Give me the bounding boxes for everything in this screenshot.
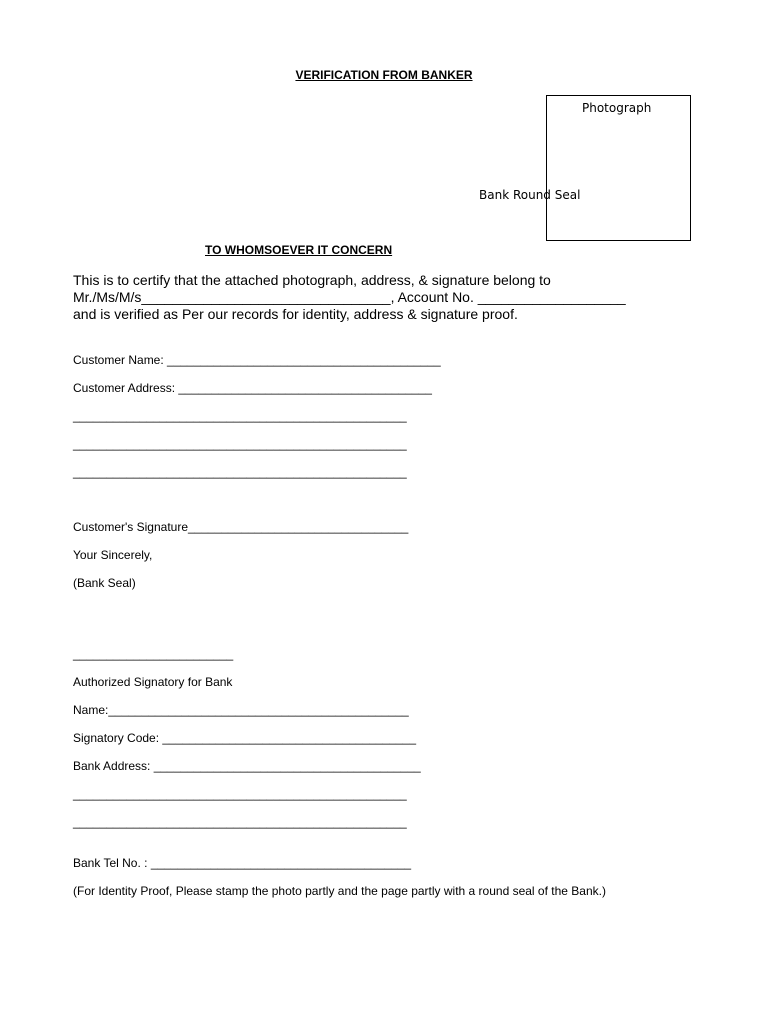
bank-address-line-2[interactable]: __________________________________________________ [73,787,407,801]
customer-address-line-2[interactable]: __________________________________________________ [73,409,407,423]
signatory-code-field[interactable]: Signatory Code: ______________________________________ [73,731,416,745]
customer-address-line-4[interactable]: __________________________________________________ [73,465,407,479]
bank-round-seal-label: Bank Round Seal [479,188,581,202]
certify-line-3: and is verified as Per our records for identity, address & signature proof. [73,306,518,322]
identity-proof-note: (For Identity Proof, Please stamp the photo partly and the page partly with a round seal of the Bank.) [73,884,606,898]
bank-seal-label: (Bank Seal) [73,576,136,590]
signatory-signature-line[interactable]: ________________________ [73,647,234,661]
bank-address-field[interactable]: Bank Address: ________________________________________ [73,759,421,773]
bank-tel-field[interactable]: Bank Tel No. : _______________________________________ [73,856,412,870]
document-title: VERIFICATION FROM BANKER [295,68,473,82]
authorized-signatory-label: Authorized Signatory for Bank [73,675,233,689]
customer-address-field[interactable]: Customer Address: ______________________________________ [73,381,432,395]
customer-address-line-3[interactable]: __________________________________________________ [73,437,407,451]
photograph-label: Photograph [582,101,652,115]
photograph-box [546,95,691,241]
certify-line-1: This is to certify that the attached photograph, address, & signature belong to [73,272,551,288]
signatory-name-field[interactable]: Name:_____________________________________________ [73,703,409,717]
customer-name-field[interactable]: Customer Name: _________________________________________ [73,353,441,367]
certify-line-2: Mr./Ms/M/s________________________________, Account No. ___________________ [73,289,626,305]
closing-sincerely: Your Sincerely, [73,548,153,562]
bank-address-line-3[interactable]: __________________________________________________ [73,815,407,829]
concern-heading: TO WHOMSOEVER IT CONCERN [205,243,393,257]
customer-signature-field[interactable]: Customer's Signature_________________________________ [73,520,409,534]
